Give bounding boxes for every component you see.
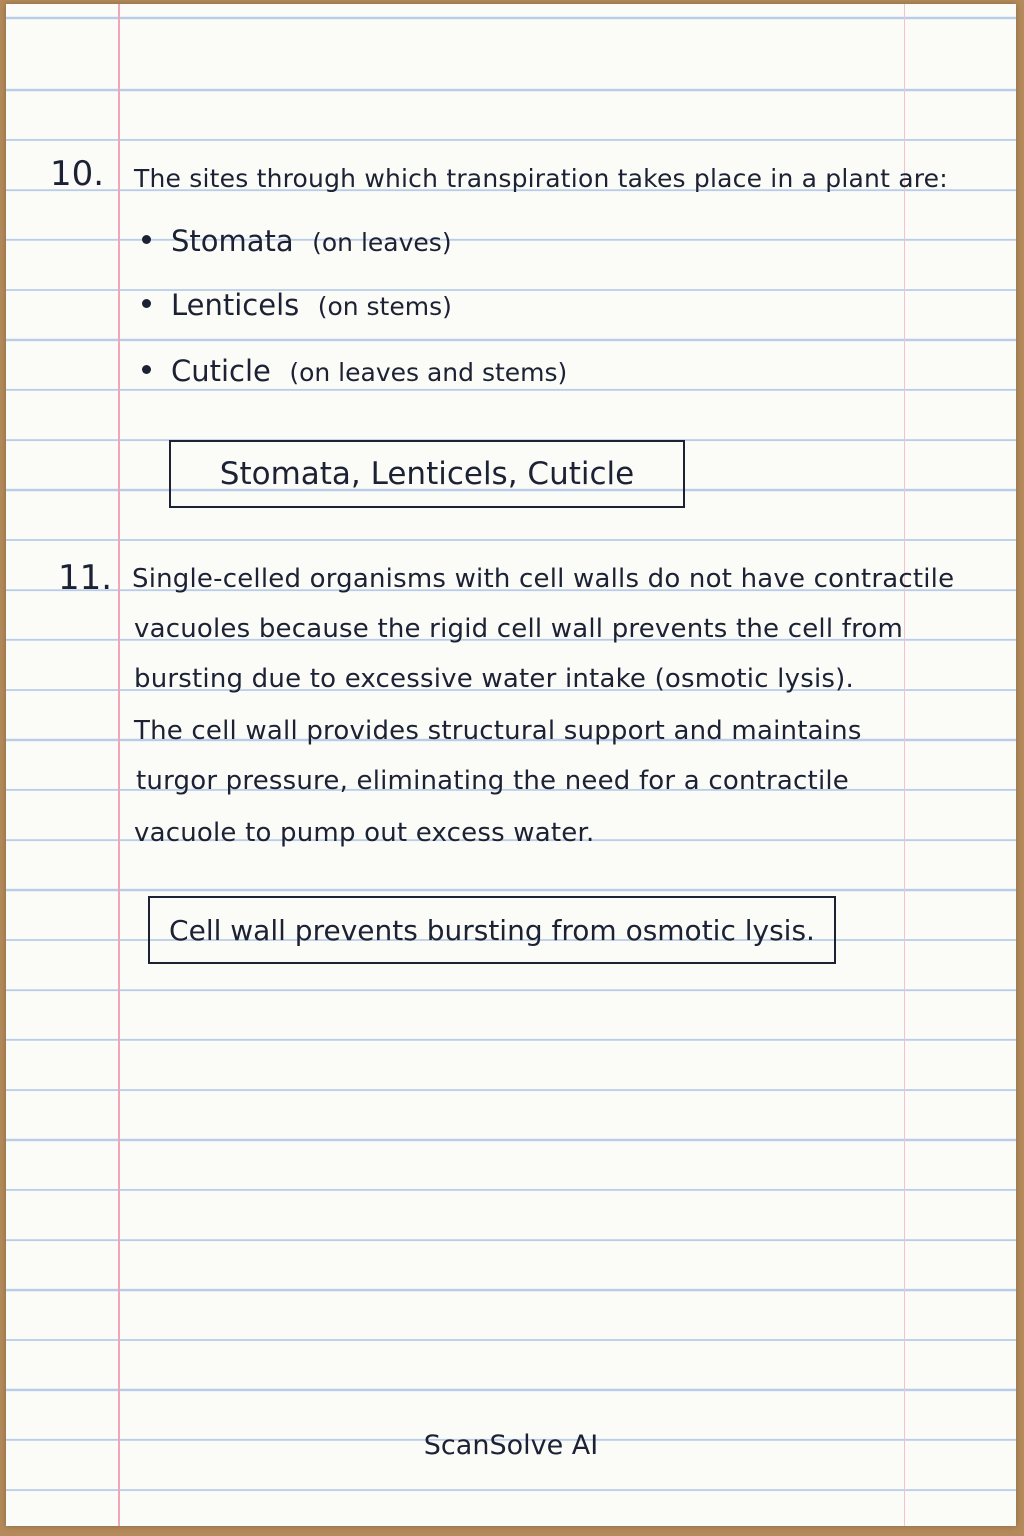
bullet-item-stomata	[142, 224, 452, 258]
bullet-term: Stomata	[171, 224, 294, 258]
question-11-line-4: The cell wall provides structural support and maintains	[134, 716, 862, 746]
question-11-line-2: vacuoles because the rigid cell wall prevents the cell from	[134, 614, 904, 644]
bullet-dot	[142, 365, 151, 374]
question-11-line-6: vacuole to pump out excess water.	[134, 818, 595, 848]
bullet-note: (on leaves and stems)	[289, 358, 568, 387]
question-11-line-5: turgor pressure, eliminating the need for a contractile	[136, 766, 849, 796]
bullet-dot	[142, 235, 151, 244]
question-10-answer-box: Stomata, Lenticels, Cuticle	[169, 440, 685, 508]
question-10-number: 10.	[50, 154, 105, 194]
right-margin-line	[904, 4, 905, 1526]
bullet-item-cuticle	[142, 354, 567, 388]
bullet-item-lenticels	[142, 288, 452, 322]
bullet-note: (on stems)	[317, 292, 452, 321]
bullet-term: Cuticle	[171, 354, 271, 388]
question-11-line-3: bursting due to excessive water intake (osmotic lysis).	[134, 664, 854, 694]
question-11-line-1: Single-celled organisms with cell walls do not have contractile	[132, 564, 955, 594]
question-11-answer-box: Cell wall prevents bursting from osmotic lysis.	[148, 896, 836, 964]
notebook-page	[6, 4, 1016, 1526]
bullet-note: (on leaves)	[312, 228, 452, 257]
bullet-dot	[142, 299, 151, 308]
bullet-term: Lenticels	[171, 288, 300, 322]
footer-brand: ScanSolve AI	[423, 1430, 599, 1461]
left-margin-line	[118, 4, 120, 1526]
question-10-intro: The sites through which transpiration takes place in a plant are:	[134, 164, 948, 193]
question-11-number: 11.	[58, 558, 113, 598]
